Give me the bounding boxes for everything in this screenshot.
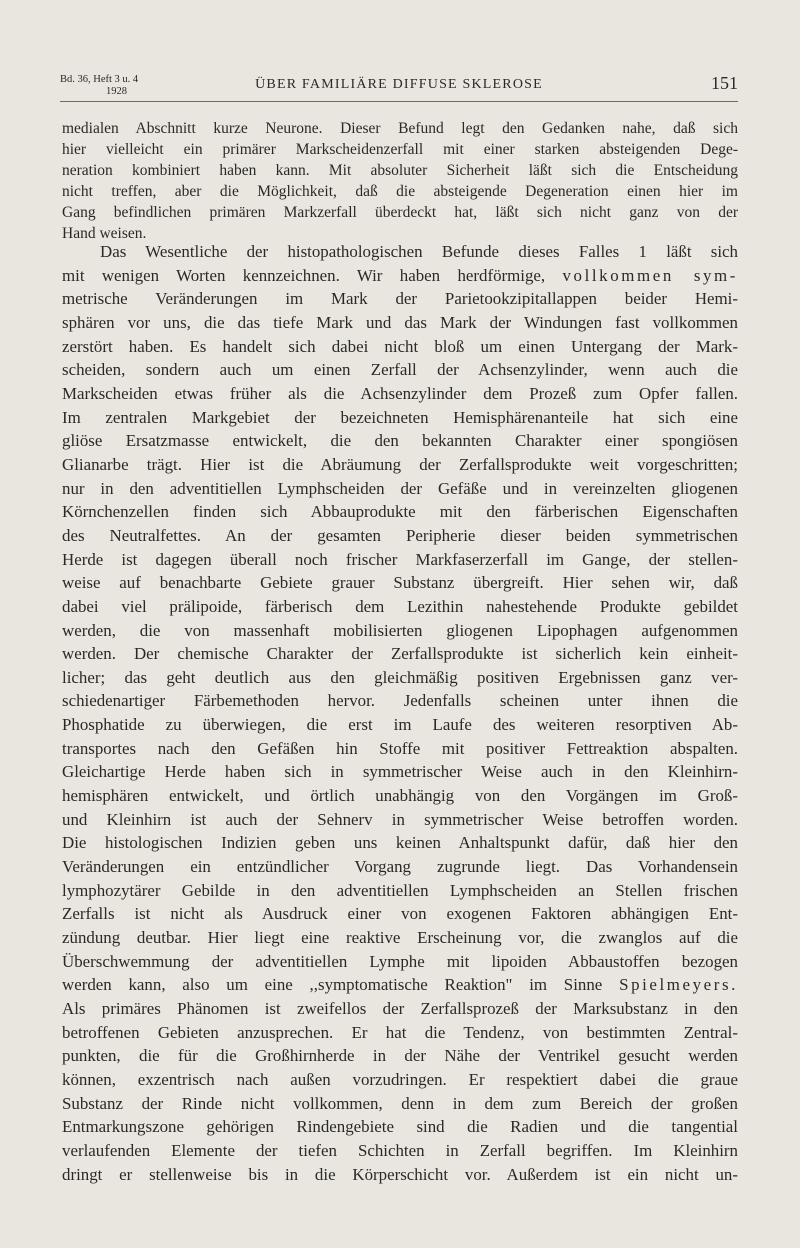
text-line: neration kombiniert haben kann. Mit absoluter Sicherheit läßt sich die Entscheidung — [62, 162, 738, 179]
text-line: zündung deutbar. Hier liegt eine reaktive Erscheinung vor, die zwanglos auf die — [62, 928, 738, 948]
text-line: werden, die von massenhaft mobilisierten gliogenen Lipophagen aufgenommen — [62, 620, 738, 640]
text-line: punkten, die für die Großhirnherde in der Nähe der Ventrikel gesucht werden — [62, 1046, 738, 1066]
volume-year: 1928 — [106, 86, 127, 97]
running-head — [60, 74, 738, 104]
text-line: Phosphatide zu überwiegen, die erst im Laufe des weiteren resorptiven Ab- — [62, 715, 738, 735]
text-line: Glianarbe trägt. Hier ist die Abräumung der Zerfallsprodukte weit vorgeschritten; — [62, 454, 738, 474]
text-line: zerstört haben. Es handelt sich dabei nicht bloß um einen Untergang der Mark- — [62, 336, 738, 356]
text-line: weise auf benachbarte Gebiete grauer Substanz übergreift. Hier sehen wir, daß — [62, 573, 738, 593]
text-line: Entmarkungszone gehörigen Rindengebiete sind die Radien und die tangential — [62, 1117, 738, 1137]
text-line: hier vielleicht ein primärer Markscheidenzerfall mit einer starken absteigenden Dege- — [62, 141, 738, 158]
volume-issue: Bd. 36, Heft 3 u. 4 — [60, 74, 139, 85]
text-line: Die histologischen Indizien geben uns keinen Anhaltspunkt dafür, daß hier den — [62, 833, 738, 853]
text-line: werden. Der chemische Charakter der Zerfallsprodukte ist sicherlich kein einheit- — [62, 644, 738, 664]
text-line: Im zentralen Markgebiet der bezeichneten Hemisphärenanteile hat sich eine — [62, 407, 738, 427]
text-segment: werden kann, also um eine ,,symptomatische Reaktion" im Sinne — [62, 975, 603, 995]
text-line: transportes nach den Gefäßen hin Stoffe mit positiver Fettreaktion abspalten. — [62, 738, 738, 758]
text-line: Markscheiden etwas früher als die Achsenzylinder dem Prozeß zum Opfer fallen. — [62, 383, 738, 403]
text-line: hemisphären entwickelt, und örtlich unabhängig von den Vorgängen im Groß- — [62, 786, 738, 806]
text-line: gliöse Ersatzmasse entwickelt, die den bekannten Charakter einer spongiösen — [62, 431, 738, 451]
text-line: Gleichartige Herde haben sich in symmetrischer Weise auch in den Kleinhirn- — [62, 762, 738, 782]
text-line: Als primäres Phänomen ist zweifellos der Zerfallsprozeß der Marksubstanz in den — [62, 999, 738, 1018]
paragraph-1 — [62, 118, 738, 244]
text-line: lymphozytärer Gebilde in den adventitiellen Lymphscheiden an Stellen frischen — [62, 880, 738, 900]
text-line: nicht treffen, aber die Möglichkeit, daß die absteigende Degeneration einen hier im — [62, 183, 738, 200]
spaced-emphasis: vollkommen sym- — [562, 265, 739, 285]
text-line: Zerfalls ist nicht als Ausdruck einer von exogenen Faktoren abhängigen Ent- — [62, 904, 738, 924]
text-line: sphären vor uns, die das tiefe Mark und das Mark der Windungen fast vollkommen — [62, 312, 738, 332]
text-line: dringt er stellenweise bis in die Körperschicht vor. Außerdem ist ein nicht un- — [62, 1164, 738, 1184]
spaced-emphasis: Spielmeyers. — [619, 975, 738, 995]
text-line: Herde ist dagegen überall noch frischer Markfaserzerfall im Gange, der stellen- — [62, 549, 738, 569]
text-line: schiedenartiger Färbemethoden hervor. Jedenfalls scheinen unter ihnen die — [62, 691, 738, 711]
text-line: und Kleinhirn ist auch der Sehnerv in symmetrischer Weise betroffen worden. — [62, 809, 738, 829]
text-line: nur in den adventitiellen Lymphscheiden der Gefäße und in vereinzelten gliogenen — [62, 478, 738, 498]
text-line: medialen Abschnitt kurze Neurone. Dieser Befund legt den Gedanken nahe, daß sich — [62, 120, 738, 137]
page-number: 151 — [711, 73, 738, 93]
text-line: Das Wesentliche der histopathologischen Befunde dieses Falles 1 läßt sich — [100, 242, 738, 261]
text-line: dabei viel prälipoide, färberisch dem Lezithin nahestehende Produkte gebildet — [62, 596, 738, 616]
text-line: Körnchenzellen finden sich Abbauprodukte mit den färberischen Eigenschaften — [62, 502, 738, 522]
text-line: Überschwemmung der adventitiellen Lymphe mit lipoiden Abbaustoffen bezogen — [62, 951, 738, 971]
header-rule — [60, 101, 738, 102]
text-line: betroffenen Gebieten anzusprechen. Er hat die Tendenz, von bestimmten Zentral- — [62, 1022, 738, 1042]
text-line: verlaufenden Elemente der tiefen Schichten in Zerfall begriffen. Im Kleinhirn — [62, 1140, 738, 1160]
text-line: Veränderungen ein entzündlicher Vorgang zugrunde liegt. Das Vorhandensein — [62, 857, 738, 877]
text-line — [62, 973, 738, 997]
text-line: Gang befindlichen primären Markzerfall überdeckt hat, läßt sich nicht ganz von der — [62, 204, 738, 221]
text-line: scheiden, sondern auch um einen Zerfall der Achsenzylinder, wenn auch die — [62, 360, 738, 380]
running-title: ÜBER FAMILIÄRE DIFFUSE SKLEROSE — [255, 77, 543, 92]
text-segment: mit wenigen Worten kennzeichnen. Wir haben herdförmige, — [62, 265, 546, 285]
text-line: Substanz der Rinde nicht vollkommen, denn in dem zum Bereich der großen — [62, 1093, 738, 1113]
text-line: licher; das geht deutlich aus den gleichmäßig positiven Ergebnissen ganz ver- — [62, 667, 738, 687]
text-line: Hand weisen. — [62, 225, 147, 242]
text-line — [62, 264, 738, 288]
text-line: metrische Veränderungen im Mark der Parietookzipitallappen beider Hemi- — [62, 289, 738, 309]
text-line: des Neutralfettes. An der gesamten Peripherie dieser beiden symmetrischen — [62, 525, 738, 545]
paragraph-2 — [62, 240, 738, 1186]
text-line: können, exzentrisch nach außen vorzudringen. Er respektiert dabei die graue — [62, 1069, 738, 1089]
